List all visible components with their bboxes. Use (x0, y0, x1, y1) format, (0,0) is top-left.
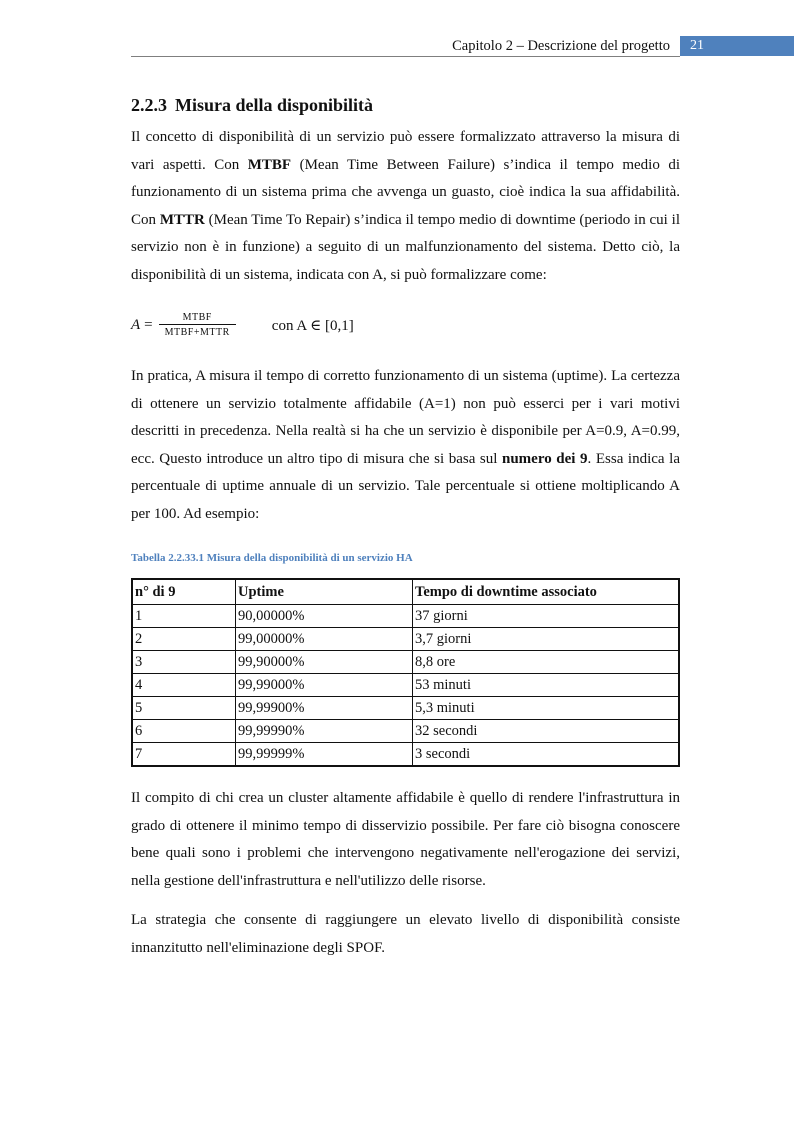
section-number: 2.2.3 (131, 95, 167, 115)
cell-uptime: 99,99900% (236, 697, 413, 720)
table-row (132, 605, 679, 628)
page-number: 21 (690, 38, 704, 53)
formula-denominator: MTBF+MTTR (164, 327, 230, 338)
cell-nines: 3 (132, 651, 236, 674)
text-run: Il concetto di disponibilità di un servizio può essere formalizzato attraverso la misura di vari aspetti. Con (131, 129, 680, 173)
term-numero-dei-9: numero dei 9 (502, 450, 588, 467)
formula-numerator: MTBF (182, 312, 212, 323)
section-heading (131, 92, 680, 118)
page-number-box (680, 36, 794, 56)
header-rule (131, 56, 680, 57)
header-downtime: Tempo di downtime associato (413, 579, 680, 605)
text-run: (Mean Time To Repair) s’indica il tempo medio di downtime (periodo in cui il servizio non è in funzione) a seguito di un malfunzionamento del sistema. Detto ciò, la disponibilità di un sistema, indicata con A, si può formalizzare come: (131, 211, 680, 283)
text-run: . Essa indica la percentuale di uptime annuale di un servizio. Tale percentuale si ottiene moltiplicando A per 100. Ad esempio: (131, 450, 680, 522)
table-row (132, 674, 679, 697)
paragraph-uptime (131, 363, 680, 528)
paragraph-mtbf-mttr (131, 124, 680, 289)
cell-uptime: 99,99000% (236, 674, 413, 697)
table-row (132, 743, 679, 767)
cell-nines: 6 (132, 720, 236, 743)
cell-downtime: 8,8 ore (413, 651, 680, 674)
section-title: Misura della disponibilità (175, 95, 374, 115)
table-row (132, 720, 679, 743)
table-caption: Tabella 2.2.33.1 Misura della disponibilità di un servizio HA (131, 552, 413, 564)
cell-downtime: 53 minuti (413, 674, 680, 697)
cell-uptime: 99,99999% (236, 743, 413, 767)
cell-downtime: 32 secondi (413, 720, 680, 743)
cell-downtime: 37 giorni (413, 605, 680, 628)
cell-uptime: 99,99990% (236, 720, 413, 743)
cell-downtime: 3,7 giorni (413, 628, 680, 651)
term-mtbf: MTBF (247, 156, 292, 173)
table-row (132, 651, 679, 674)
text-run: In pratica, A misura il tempo di corretto funzionamento di un sistema (uptime). La certezza di ottenere un servizio totalmente affidabile (A=1) non può esserci per i vari motivi descritti in precedenza. Nella realtà si ha che un servizio è disponibile per A=0.9, A=0.99, ecc. Questo introduce un altro tipo di misura che si basa sul (131, 368, 680, 467)
formula-lhs: A (131, 316, 141, 333)
table-row (132, 628, 679, 651)
term-mttr: MTTR (159, 211, 205, 228)
availability-formula (131, 303, 680, 347)
cell-nines: 4 (132, 674, 236, 697)
text-run: (Mean Time Between Failure) s’indica il tempo medio di funzionamento di un sistema prima che avvenga un guasto, cioè indica la sua affidabilità. Con (131, 156, 681, 228)
cell-downtime: 5,3 minuti (413, 697, 680, 720)
table-header-row (132, 579, 679, 605)
cell-uptime: 90,00000% (236, 605, 413, 628)
header-nines: n° di 9 (132, 579, 236, 605)
availability-table (131, 578, 680, 767)
table-row (132, 697, 679, 720)
cell-nines: 2 (132, 628, 236, 651)
cell-nines: 1 (132, 605, 236, 628)
page-content (131, 92, 680, 962)
header-uptime: Uptime (236, 579, 413, 605)
cell-downtime: 3 secondi (413, 743, 680, 767)
cell-nines: 5 (132, 697, 236, 720)
chapter-title: Capitolo 2 – Descrizione del progetto (452, 38, 670, 54)
formula-fraction (159, 312, 236, 338)
formula-condition: con A ∈ [0,1] (271, 317, 354, 334)
page-header (0, 36, 794, 56)
paragraph-cluster: Il compito di chi crea un cluster altamente affidabile è quello di rendere l'infrastruttura in grado di ottenere il minimo tempo di disservizio possibile. Per fare ciò bisogna conoscere bene quali sono i problemi che intervengono negativamente nell'erogazione dei servizi, nella gestione dell'infrastruttura e nell'utilizzo delle risorse. (131, 790, 680, 889)
cell-uptime: 99,90000% (236, 651, 413, 674)
cell-uptime: 99,00000% (236, 628, 413, 651)
formula-equals: = (144, 316, 153, 333)
cell-nines: 7 (132, 743, 236, 767)
paragraph-spof: La strategia che consente di raggiungere un elevato livello di disponibilità consiste innanzitutto nell'eliminazione degli SPOF. (131, 912, 680, 956)
